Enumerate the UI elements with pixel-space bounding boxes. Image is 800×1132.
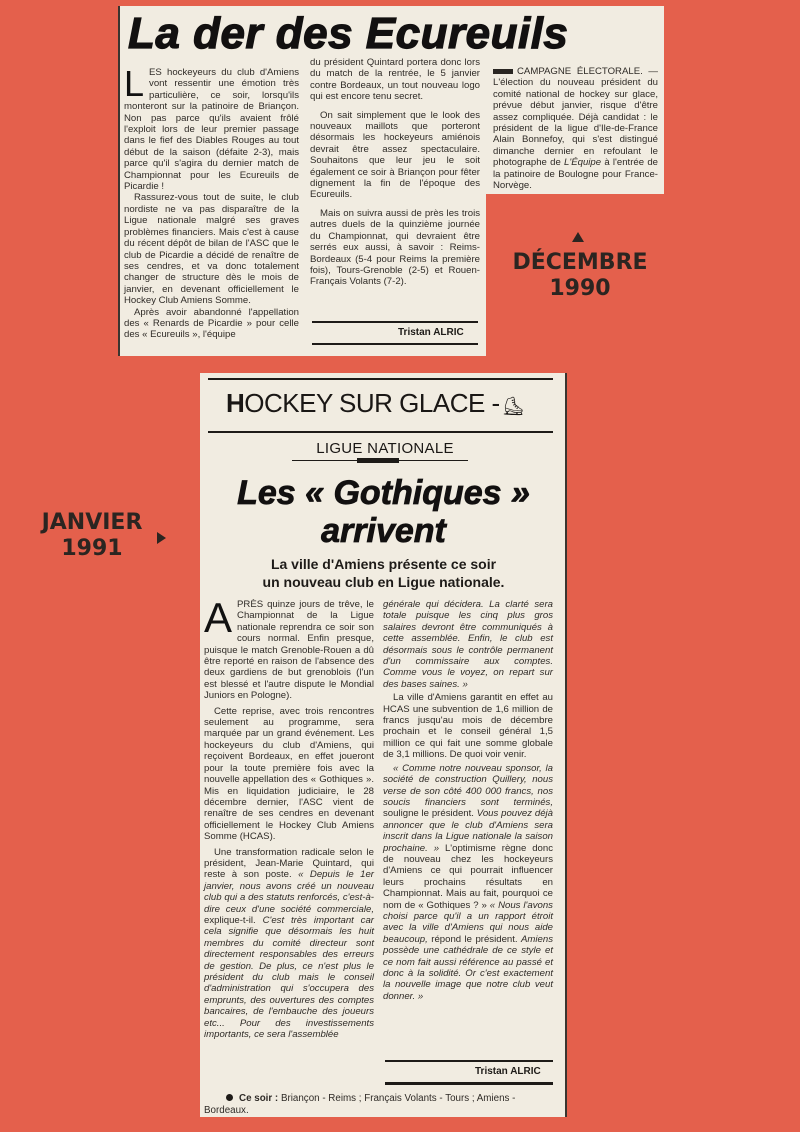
- paragraph: Rassurez-vous tout de suite, le club nordiste ne va pas disparaître de la Ligue nationale malgré ses graves problèmes financiers. Mais c'est à cause du récent dépôt de bilan de l'ASC que le club de Picardie a décidé de renaître de ses cendres, et va donc totalement changer de structure dès le mois de janvier, en devenant officiellement le Hockey Club Amiens Somme.: [124, 192, 299, 307]
- kicker: CAMPAGNE ÉLECTORALE. —: [517, 66, 658, 77]
- paragraph: Mais on suivra aussi de près les trois autres duels de la quinzième journée du Championnat, qui devraient être serrés eux aussi, à savoir : Reims-Bordeaux (5-4 pour Reims la première fois), Tours-Grenoble (2-5) et Rouen-Français Volants (7-2).: [310, 207, 480, 288]
- italic-text: L'Équipe: [564, 157, 602, 169]
- headline-line: Les « Gothiques »: [237, 474, 530, 512]
- schedule-label: Ce soir :: [239, 1093, 279, 1104]
- article-1991-column-2: [383, 599, 553, 1002]
- subheadline-line: La ville d'Amiens présente ce soir: [270, 556, 497, 572]
- article-1990-column-2: [310, 57, 480, 288]
- paragraph: du président Quintard portera donc lors du match de la rentrée, le 5 janvier contre Bordeaux, un tout nouveau logo qui est encore tenu secret.: [310, 57, 480, 103]
- headline-line: arrivent: [321, 512, 446, 550]
- dropcap: L: [124, 63, 145, 104]
- text: L'optimisme règne donc de nouveau chez les hockeyeurs d'Amiens ce qui pourrait influencer leurs prochains résultats en Championnat. Mais au fait, pourquoi ce nom de « Gothiques ? »: [383, 842, 553, 911]
- divider: [385, 1082, 553, 1085]
- paragraph: Après avoir abandonné l'appellation des « Renards de Picardie » pour celle des « Ecureuils », l'équipe: [124, 306, 299, 341]
- quote: C'est très important car cela signifie que désormais les huit membres du comité directeur sont directement responsables des erreurs de gestion. De plus, ce n'est plus le président du club mais le conseil d'administration qui s'occupera des emprunts, des ouvertures des comptes bancaires, de l'embauche des joueurs etc... Pour des investissements importants, ce sera l'assemblée: [204, 914, 374, 1041]
- headline-les-gothiques-arrivent: [206, 474, 561, 550]
- quote: « Comme notre nouveau sponsor, la société de construction Quillery, nous verse de son côté 400 000 francs, nos soucis financiers sont terminés,: [383, 762, 553, 808]
- article-1991-column-1: [204, 594, 374, 1041]
- date-month: DÉCEMBRE: [512, 250, 648, 275]
- triangle-right-icon: [157, 532, 166, 544]
- subheadline: [206, 555, 561, 591]
- divider: [312, 321, 478, 323]
- quote: Amiens possède une cathédrale de ce style et ce nom fait aussi référence au passé et donc à la solidité. Or c'est exactement la nouvelle image que notre club veut donner. »: [383, 933, 554, 1002]
- section-initial: H: [226, 388, 245, 418]
- dropcap: A: [204, 594, 233, 641]
- paragraph: La ville d'Amiens garantit en effet au HCAS une subvention de 1,6 million de francs jusqu'au mois de décembre prochain et le conseil général 1,5 million ce qui fait une somme globale de 3,1 millions. De quoi voir venir.: [383, 692, 553, 761]
- article-1990-column-3: [493, 66, 658, 191]
- black-bar-marker: [493, 69, 513, 74]
- date-year: 1991: [61, 536, 123, 561]
- divider: [208, 431, 553, 433]
- bullet-icon: [226, 1094, 233, 1101]
- quote: « Depuis le 1er janvier, nous avons créé un nouveau club qui a des statuts renforcés, c'est-à-dire ceux d'une société commerciale,: [204, 869, 374, 915]
- byline: Tristan ALRIC: [475, 1066, 541, 1077]
- schedule-text: Briançon - Reims ; Français Volants - Tours ; Amiens - Bordeaux.: [204, 1093, 516, 1116]
- hockey-player-icon: ⛸: [501, 396, 525, 416]
- divider: [312, 343, 478, 345]
- date-year: 1990: [549, 276, 611, 301]
- divider: [208, 378, 553, 380]
- section-title-hockey-sur-glace: [226, 388, 524, 419]
- text: souligne le président.: [383, 808, 477, 820]
- paragraph: ES hockeyeurs du club d'Amiens vont ressentir une émotion très particulière, ce soir, lorsqu'ils monteront sur la patinoire de Briançon. Non pas parce qu'ils avaient frôlé l'exploit lors de leur premier passage dans le fief des Diables Rouges au tout début de la saison (défaite 2-3), mais parce qu'il s'agira du dernier match de Championnat pour les Ecureuils de Picardie !: [124, 67, 299, 193]
- divider: [385, 1060, 553, 1062]
- quote: générale qui décidera. La clarté sera totale puisque les cinq plus gros salaires devront être communiqués à cette assemblée. Enfin, le club est désormais sous le contrôle permanent d'un commissaire aux comptes. Comme vous le voyez, on repart sur des bases saines. »: [383, 599, 553, 690]
- text: L'élection du nouveau président du comité national de hockey sur glace, prévue début janvier, risque d'être assez compliquée. Déjà candidat : le président de la ligue d'Ile-de-France Alain Bonnefoy, qui s'est distingué dimanche dernier en refoulant le photographe de: [493, 77, 658, 169]
- text: à l'entrée de la patinoire de Boulogne pour France-Norvège.: [493, 157, 658, 192]
- section-rest: OCKEY SUR GLACE -: [244, 388, 500, 418]
- subheadline-line: un nouveau club en Ligue nationale.: [262, 574, 505, 590]
- paragraph: PRÈS quinze jours de trêve, le Championnat de la Ligue nationale reprendra ce soir son cours normal. Enfin presque, puisque le match Grenoble-Rouen a dû être reporté en raison de l'absence des deux gardiens de but grenoblois (l'un est blessé et l'autre dispute le Mondial Juniors en Pologne).: [204, 599, 374, 702]
- date-label-december-1990: [490, 250, 670, 302]
- paragraph: [383, 763, 553, 1003]
- divider-accent: [357, 458, 399, 463]
- headline-la-der-des-ecureuils: La der des Ecureuils: [128, 9, 569, 58]
- text: répond le président.: [431, 933, 522, 945]
- article-1990-column-1: [124, 63, 299, 341]
- text: Une transformation radicale selon le président, Jean-Marie Quintard, qui reste à son poste.: [204, 846, 374, 881]
- date-month: JANVIER: [41, 510, 143, 535]
- byline: Tristan ALRIC: [398, 327, 464, 338]
- text: explique-t-il.: [204, 914, 263, 926]
- date-label-january-1991: [22, 510, 162, 562]
- paragraph: On sait simplement que le look des nouveaux maillots que porteront désormais les hockeyeurs amiénois devrait être assez spectaculaire. Souhaitons que leur jeu le soit également ce soir à Briançon pour fêter dignement la fin de l'époque des Ecureuils.: [310, 109, 480, 201]
- quote: « Nous l'avons choisi parce qu'il a un rapport étroit avec la ville d'Amiens qui nous aide beaucoup,: [383, 899, 553, 945]
- subsection-ligue-nationale: LIGUE NATIONALE: [316, 440, 454, 457]
- triangle-up-icon: [572, 232, 584, 242]
- schedule-tonight: [204, 1093, 559, 1116]
- quote: Vous pouvez déjà annoncer que le club d'Amiens sera inscrit dans la Ligue nationale la saison prochaine. »: [383, 808, 553, 854]
- paragraph: [204, 847, 374, 1041]
- paragraph: Cette reprise, avec trois rencontres seulement au programme, sera marquée par un grand événement. Les hockeyeurs du club d'Amiens, qui reçoivent Bordeaux, en effet joueront pour la toute première fois avec la nouvelle appellation des « Gothiques ». Mis en liquidation judiciaire, le 28 décembre dernier, l'ASC vient de renaître de ses cendres en devenant officiellement le Hockey Club Amiens Somme (HCAS).: [204, 705, 374, 843]
